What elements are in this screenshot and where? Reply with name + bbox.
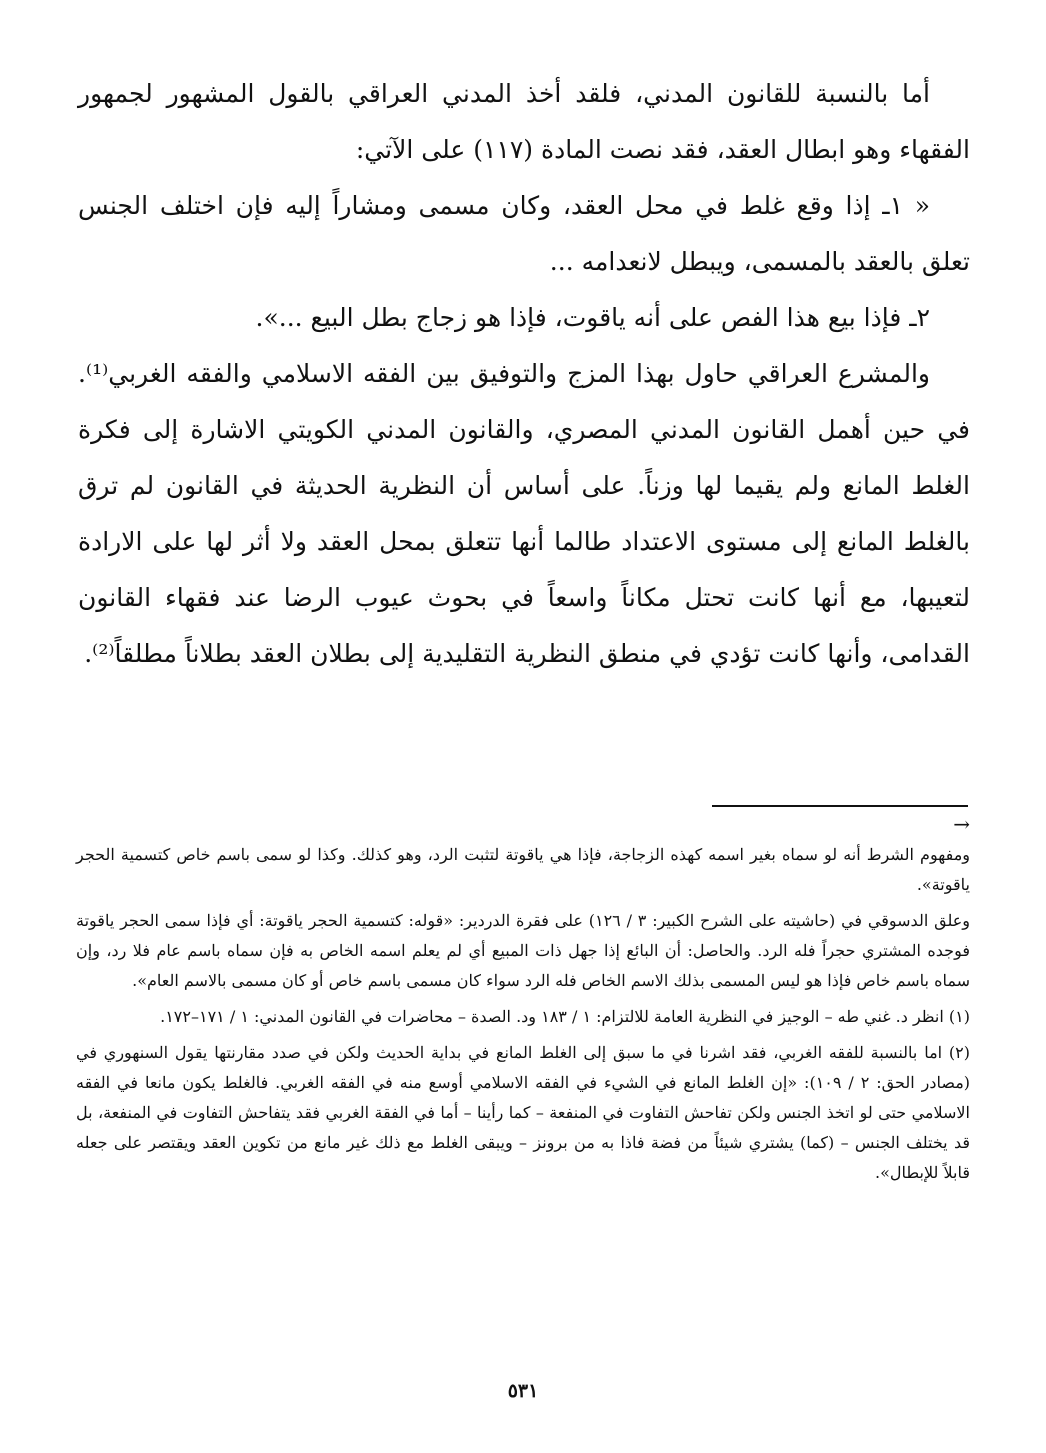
body-paragraph-civil-law: أما بالنسبة للقانون المدني، فلقد أخذ المدني العراقي بالقول المشهور لجمهور الفقهاء وهو ابطال العقد، فقد نصت المادة (١١٧) على الآتي: (78, 79, 970, 164)
footnote-continued-text: ومفهوم الشرط أنه لو سماه بغير اسمه كهذه الزجاجة، فإذا هي ياقوتة لتثبت الرد، وهو كذلك. وكذا لو سمى باسم خاص كتسمية الحجر ياقوتة». (76, 845, 970, 894)
footnotes-section (76, 840, 970, 1194)
main-body-text (78, 66, 970, 682)
body-paragraph-article-clause-2: ٢ـ فإذا بيع هذا الفص على أنه ياقوت، فإذا هو زجاج بطل البيع ...». (255, 303, 930, 332)
footnote-1: (١) انظر د. غني طه – الوجيز في النظرية العامة للالتزام: ١ / ١٨٣ ود. الصدة – محاضرات في القانون المدني: ١ / ١٧١–١٧٢. (160, 1007, 970, 1026)
footnote-dasuqi-commentary: وعلق الدسوقي في (حاشيته على الشرح الكبير: ٣ / ١٢٦) على فقرة الدردير: «قوله: كتسمية الحجر ياقوتة: أي فإذا سمى الحجر ياقوتة فوجده المشتري حجراً فله الرد. والحاصل: أن البائع إذا جهل ذات المبيع أي لم يعلم اسمه الخاص به فإن سماه باسم عام فلا رد، وإن سماه باسم خاص فإذا هو ليس المسمى بذلك الاسم الخاص فله الرد سواء كان مسمى باسم خاص أو كان مسمى بالاسم العام». (76, 911, 971, 990)
body-paragraph-iraqi-legislator: والمشرع العراقي حاول بهذا المزج والتوفيق بين الفقه الاسلامي والفقه الغربي⁽¹⁾. في حين أهمل القانون المدني المصري، والقانون المدني الكويتي الاشارة إلى فكرة الغلط المانع ولم يقيما لها وزناً. على أساس أن النظرية الحديثة في القانون لم ترق بالغلط المانع إلى مستوى الاعتداد طالما أنها تتعلق بمحل العقد ولا أثر لها على الارادة لتعيبها، مع أنها كانت تحتل مكاناً واسعاً في بحوث عيوب الرضا عند فقهاء القانون القدامى، وأنها كانت تؤدي في منطق النظرية التقليدية إلى بطلان العقد بطلاناً مطلقاً⁽²⁾. (78, 359, 970, 668)
footnote-2: (٢) اما بالنسبة للفقه الغربي، فقد اشرنا في ما سبق إلى الغلط المانع في بداية الحديث ولكن في صدد مقارنتها يقول السنهوري في (مصادر الحق: ٢ / ١٠٩): «إن الغلط المانع في الشيء في الفقه الاسلامي أوسع منه في الفقه الغربي. فالغلط يكون مانعا في الفقه الاسلامي حتى لو اتخذ الجنس ولكن تفاحش التفاوت في المنفعة – كما رأينا – أما في الفقة الغربي فقد يتفاحش التفاوت في المنفعة، بل قد يختلف الجنس – (كما) يشتري شيئاً من فضة فاذا به من برونز – ويبقى الغلط مع ذلك غير مانع من تكوين العقد ويقتصر على جعله قابلاً للإبطال». (76, 1043, 971, 1182)
footnote-continuation-arrow-icon: → (953, 812, 970, 836)
page-number: ٥٣١ (507, 1380, 539, 1402)
body-paragraph-article-clause-1: « ١ـ إذا وقع غلط في محل العقد، وكان مسمى ومشاراً إليه فإن اختلف الجنس تعلق بالعقد بالمسمى، ويبطل لانعدامه ... (78, 191, 970, 276)
footnote-divider (712, 805, 968, 807)
